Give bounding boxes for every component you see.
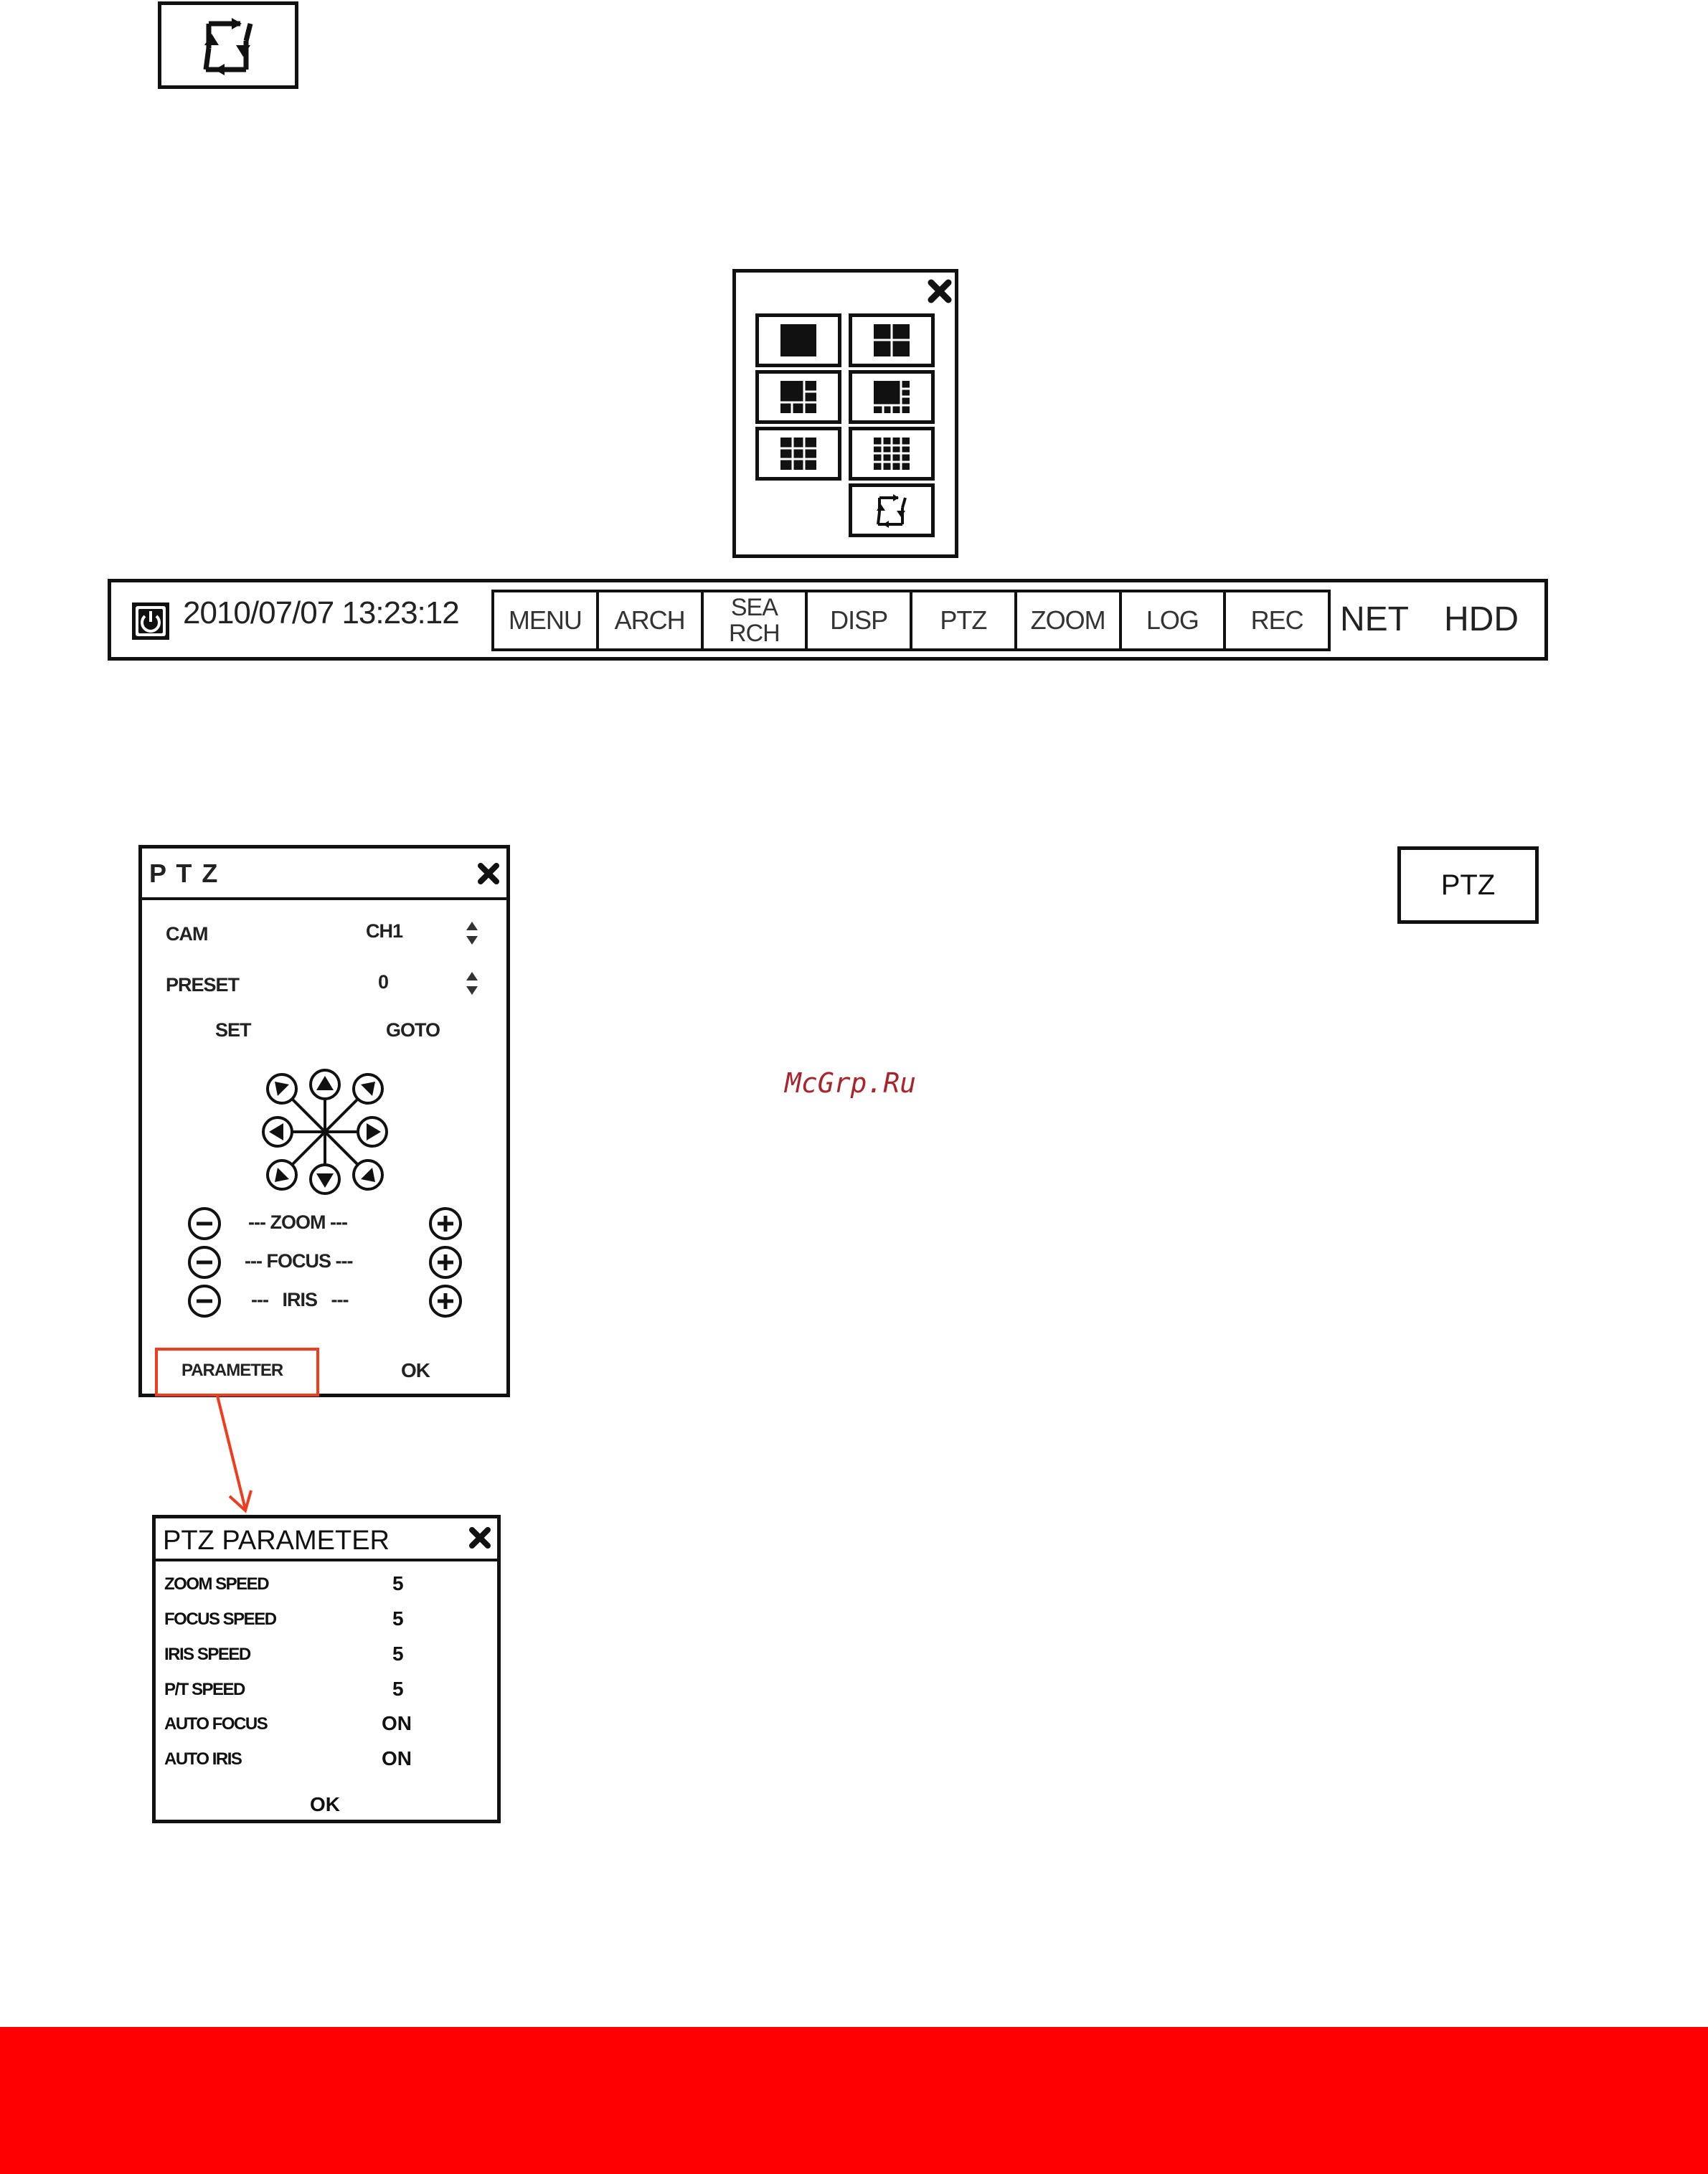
focus-minus-icon[interactable] — [187, 1244, 222, 1280]
six-split-icon — [759, 374, 838, 420]
close-icon[interactable] — [925, 277, 954, 306]
menu-button[interactable]: MENU — [494, 592, 599, 648]
watermark: McGrp.Ru — [785, 1067, 917, 1099]
sequence-button[interactable] — [158, 1, 298, 89]
ptz-panel-header — [142, 849, 506, 900]
iris-plus-icon[interactable] — [428, 1283, 463, 1319]
layout-quad-button[interactable] — [849, 313, 935, 367]
iris-minus-icon[interactable] — [187, 1283, 222, 1319]
layout-nine-button[interactable] — [755, 427, 841, 481]
param-ok-button[interactable]: OK — [310, 1793, 340, 1815]
layout-eight-button[interactable] — [849, 370, 935, 424]
zoom-button[interactable]: ZOOM — [1017, 592, 1122, 648]
hdd-status: HDD — [1444, 600, 1519, 638]
search-button-label-line1: SEA — [730, 594, 778, 621]
cam-spinner-icon[interactable] — [464, 919, 480, 947]
nine-split-icon — [759, 430, 838, 477]
quad-view-icon — [852, 317, 931, 364]
preset-spinner-icon[interactable] — [464, 969, 480, 998]
power-icon[interactable] — [130, 600, 171, 642]
search-button[interactable] — [704, 592, 808, 648]
ptz-button[interactable]: PTZ — [1397, 846, 1539, 924]
network-status: NET — [1340, 600, 1409, 638]
iris-speed-label: IRIS SPEED — [164, 1645, 250, 1664]
ptz-toolbar-button[interactable]: PTZ — [912, 592, 1017, 648]
parameter-button[interactable]: PARAMETER — [181, 1361, 283, 1380]
zoom-speed-value[interactable]: 5 — [392, 1572, 404, 1594]
close-icon[interactable] — [468, 1526, 492, 1550]
focus-speed-label: FOCUS SPEED — [164, 1610, 276, 1629]
cam-value[interactable]: CH1 — [366, 920, 403, 942]
zoom-speed-label: ZOOM SPEED — [164, 1574, 269, 1594]
sixteen-split-icon — [852, 430, 931, 477]
ptz-parameter-title: PTZ PARAMETER — [163, 1526, 390, 1556]
pan-down-right-icon[interactable] — [351, 1158, 385, 1192]
iris-label: --- IRIS --- — [251, 1289, 349, 1310]
layout-single-button[interactable] — [755, 313, 841, 367]
close-icon[interactable] — [476, 861, 501, 886]
footer-band — [0, 2027, 1708, 2174]
focus-speed-value[interactable]: 5 — [392, 1607, 404, 1630]
callout-arrow — [208, 1391, 265, 1521]
auto-focus-value[interactable]: ON — [382, 1712, 412, 1734]
ptz-panel-title: P T Z — [149, 859, 220, 888]
pt-speed-label: P/T SPEED — [164, 1680, 245, 1699]
zoom-label: --- ZOOM --- — [248, 1211, 347, 1233]
pt-speed-value[interactable]: 5 — [392, 1678, 404, 1700]
display-button[interactable]: DISP — [808, 592, 912, 648]
pan-right-icon[interactable] — [355, 1115, 390, 1149]
search-button-label-line2: RCH — [729, 620, 780, 647]
zoom-plus-icon[interactable] — [428, 1206, 463, 1242]
ptz-parameter-header — [156, 1518, 497, 1561]
focus-plus-icon[interactable] — [428, 1244, 463, 1280]
auto-iris-value[interactable]: ON — [382, 1747, 412, 1769]
preset-label: PRESET — [166, 974, 240, 996]
datetime-display: 2010/07/07 13:23:12 — [183, 595, 459, 630]
ptz-panel — [138, 845, 510, 1397]
eight-split-icon — [852, 374, 931, 420]
pan-down-left-icon[interactable] — [265, 1158, 299, 1192]
zoom-minus-icon[interactable] — [187, 1206, 222, 1242]
auto-focus-label: AUTO FOCUS — [164, 1714, 268, 1734]
layout-sixteen-button[interactable] — [849, 427, 935, 481]
sequence-icon — [852, 487, 931, 534]
archive-button[interactable]: ARCH — [599, 592, 704, 648]
layout-sequence-button[interactable] — [849, 483, 935, 537]
iris-speed-value[interactable]: 5 — [392, 1643, 404, 1665]
pan-left-icon[interactable] — [260, 1115, 295, 1149]
toolbar-button-group — [491, 590, 1331, 651]
pan-up-left-icon[interactable] — [265, 1072, 299, 1106]
goto-button[interactable]: GOTO — [386, 1019, 440, 1041]
layout-six-button[interactable] — [755, 370, 841, 424]
main-toolbar — [108, 579, 1548, 661]
display-layout-popup — [732, 269, 958, 558]
set-button[interactable]: SET — [215, 1019, 251, 1041]
sequence-icon — [161, 5, 295, 85]
ptz-parameter-panel — [152, 1515, 501, 1823]
tilt-down-icon[interactable] — [308, 1162, 342, 1196]
cam-label: CAM — [166, 923, 208, 945]
record-button[interactable]: REC — [1250, 605, 1303, 635]
ptz-ok-button[interactable]: OK — [401, 1359, 430, 1381]
single-view-icon — [759, 317, 838, 364]
log-button[interactable]: LOG — [1122, 592, 1227, 648]
tilt-up-icon[interactable] — [308, 1067, 342, 1102]
auto-iris-label: AUTO IRIS — [164, 1749, 242, 1769]
focus-label: --- FOCUS --- — [245, 1250, 353, 1272]
preset-value[interactable]: 0 — [378, 971, 389, 993]
pan-up-right-icon[interactable] — [351, 1072, 385, 1106]
